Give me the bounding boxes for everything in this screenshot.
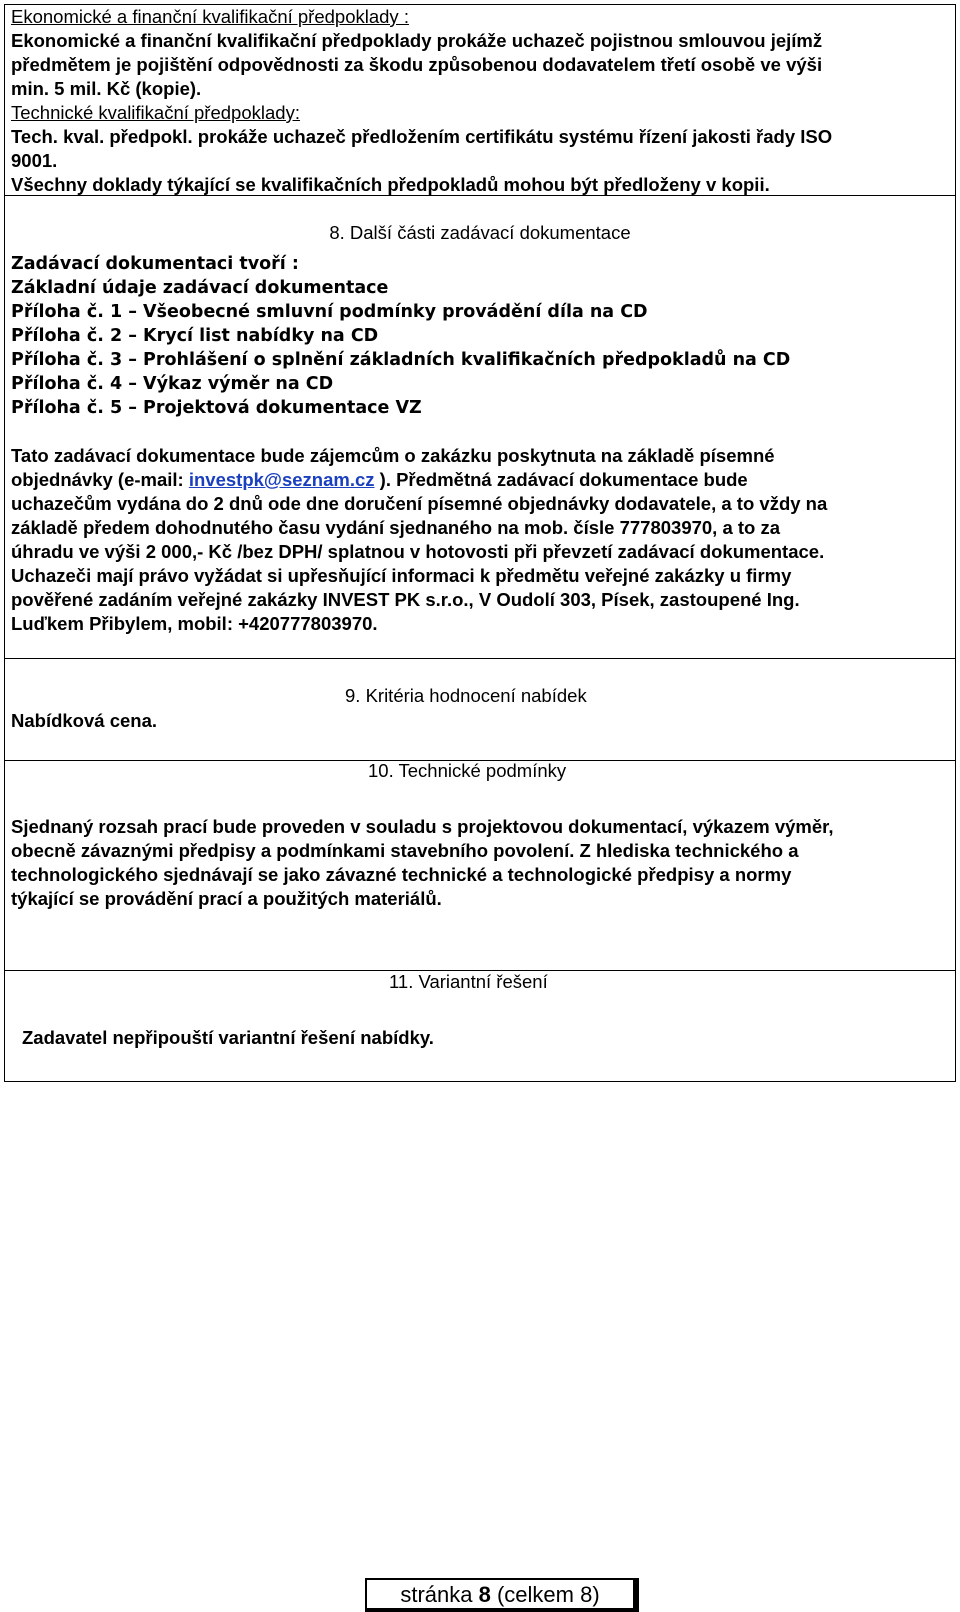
section-9-text: Nabídková cena. xyxy=(11,710,158,731)
attachment-item: Příloha č. 5 – Projektová dokumentace VZ xyxy=(11,398,422,418)
page-counter-suffix: (celkem 8) xyxy=(490,1582,600,1607)
section-11-heading: 11. Variantní řešení xyxy=(389,971,548,992)
section-8-paragraph-line: Tato zadávací dokumentace bude zájemcům o zakázku poskytnuta na základě písemné xyxy=(11,445,775,466)
section-8-email-line xyxy=(11,468,748,492)
divider-2 xyxy=(4,658,956,659)
section-10-line: obecně závaznými předpisy a podmínkami stavebního povolení. Z hlediska technického a xyxy=(11,840,799,861)
attachment-item: Příloha č. 4 – Výkaz výměr na CD xyxy=(11,374,334,394)
tech-title: Technické kvalifikační předpoklady: xyxy=(11,102,300,123)
attachment-item: Příloha č. 3 – Prohlášení o splnění základních kvalifikačních předpokladů na CD xyxy=(11,350,791,370)
page-number: 8 xyxy=(478,1582,491,1607)
attachment-item: Základní údaje zadávací dokumentace xyxy=(11,278,389,298)
section-8-paragraph-line: Uchazeči mají právo vyžádat si upřesňující informaci k předmětu veřejné zakázky u firmy xyxy=(11,565,792,586)
attachment-item: Příloha č. 1 – Všeobecné smluvní podmínky provádění díla na CD xyxy=(11,302,648,322)
econ-line-1: Ekonomické a finanční kvalifikační předpoklady prokáže uchazeč pojistnou smlouvou jejímž xyxy=(11,30,823,51)
econ-title: Ekonomické a finanční kvalifikační předpoklady : xyxy=(11,6,409,27)
section-10-line: týkající se provádění prací a použitých materiálů. xyxy=(11,888,442,909)
tech-line-1: Tech. kval. předpokl. prokáže uchazeč předložením certifikátu systému řízení jakosti řady ISO xyxy=(11,126,833,147)
tech-line-3: Všechny doklady týkající se kvalifikačních předpokladů mohou být předloženy v kopii. xyxy=(11,174,770,195)
page-counter-prefix: stránka xyxy=(400,1582,479,1607)
email-prefix: objednávky (e-mail: xyxy=(11,469,189,490)
page-counter xyxy=(365,1578,639,1612)
section-8-paragraph-line: základě předem dohodnutého času vydání sjednaného na mob. čísle 777803970, a to za xyxy=(11,517,781,538)
section-11-text: Zadavatel nepřipouští variantní řešení nabídky. xyxy=(22,1027,434,1048)
section-10-line: technologického sjednávají se jako závazné technické a technologické předpisy a normy xyxy=(11,864,792,885)
section-8-paragraph-line: pověřené zadáním veřejné zakázky INVEST PK s.r.o., V Oudolí 303, Písek, zastoupené Ing. xyxy=(11,589,800,610)
section-8-paragraph-line: Luďkem Přibylem, mobil: +420777803970. xyxy=(11,613,378,634)
section-8-heading: 8. Další části zadávací dokumentace xyxy=(329,222,631,243)
attachment-item: Příloha č. 2 – Krycí list nabídky na CD xyxy=(11,326,379,346)
econ-line-2: předmětem je pojištění odpovědnosti za škodu způsobenou dodavatelem třetí osobě ve výši xyxy=(11,54,823,75)
section-8-paragraph-line: uchazečům vydána do 2 dnů ode dne doručení písemné objednávky dodavatele, a to vždy na xyxy=(11,493,828,514)
section-9-heading: 9. Kritéria hodnocení nabídek xyxy=(345,685,587,706)
section-10-heading: 10. Technické podmínky xyxy=(368,760,567,781)
tech-line-2: 9001. xyxy=(11,150,58,171)
section-10-line: Sjednaný rozsah prací bude proveden v souladu s projektovou dokumentací, výkazem výměr, xyxy=(11,816,834,837)
email-link[interactable]: investpk@seznam.cz xyxy=(188,469,375,490)
section-8-paragraph-line: úhradu ve výši 2 000,- Kč /bez DPH/ splatnou v hotovosti při převzetí zadávací dokumentace. xyxy=(11,541,825,562)
econ-line-3: min. 5 mil. Kč (kopie). xyxy=(11,78,202,99)
email-suffix: ). Předmětná zadávací dokumentace bude xyxy=(374,469,748,490)
section-8-intro: Zadávací dokumentaci tvoří : xyxy=(11,254,299,274)
